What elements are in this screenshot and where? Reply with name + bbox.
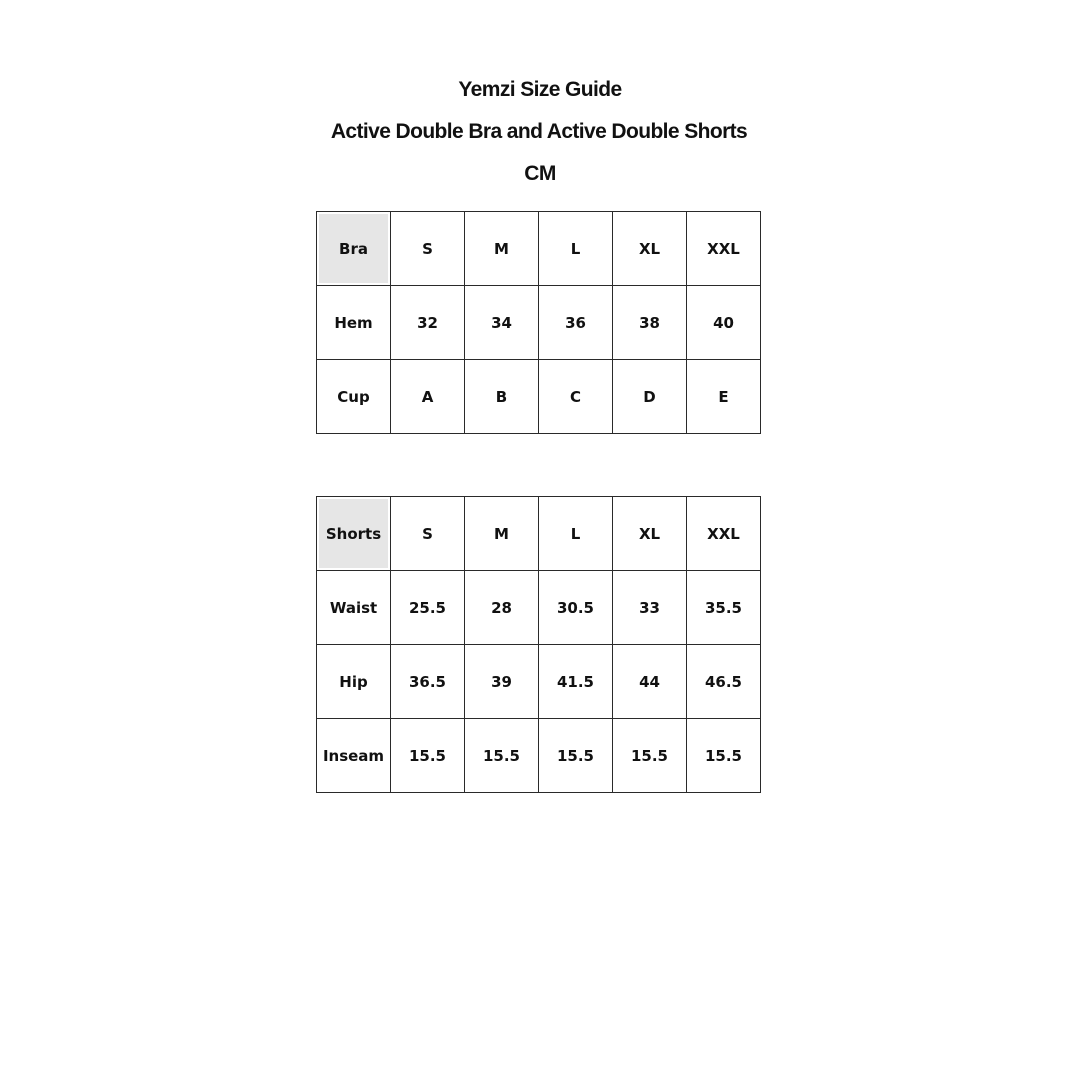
size-header: M	[465, 212, 539, 286]
table-cell: E	[687, 360, 761, 434]
table-cell: 39	[465, 645, 539, 719]
table-cell: 38	[613, 286, 687, 360]
table-cell: 15.5	[613, 719, 687, 793]
page-title: Yemzi Size Guide	[458, 78, 622, 101]
table-cell: 15.5	[687, 719, 761, 793]
row-label: Hip	[317, 645, 391, 719]
size-header: M	[465, 497, 539, 571]
row-label: Inseam	[317, 719, 391, 793]
bra-corner-cell: Bra	[317, 212, 391, 286]
table-cell: 46.5	[687, 645, 761, 719]
table-cell: 36	[539, 286, 613, 360]
table-cell: 35.5	[687, 571, 761, 645]
table-cell: 44	[613, 645, 687, 719]
shorts-size-table	[316, 496, 761, 793]
product-subtitle: Active Double Bra and Active Double Shorts	[330, 120, 748, 143]
table-cell: 30.5	[539, 571, 613, 645]
shorts-corner-cell: Shorts	[317, 497, 391, 571]
row-label: Cup	[317, 360, 391, 434]
table-cell: 40	[687, 286, 761, 360]
table-cell: 28	[465, 571, 539, 645]
size-header: XXL	[687, 497, 761, 571]
table-cell: 25.5	[391, 571, 465, 645]
size-header: L	[539, 497, 613, 571]
table-cell: 15.5	[465, 719, 539, 793]
unit-label: CM	[524, 162, 556, 185]
size-header: XL	[613, 497, 687, 571]
table-cell: 41.5	[539, 645, 613, 719]
row-label: Hem	[317, 286, 391, 360]
table-row	[317, 645, 761, 719]
table-row	[317, 571, 761, 645]
bra-size-table	[316, 211, 761, 434]
table-header-row	[317, 212, 761, 286]
table-row	[317, 360, 761, 434]
table-header-row	[317, 497, 761, 571]
row-label: Waist	[317, 571, 391, 645]
table-cell: 34	[465, 286, 539, 360]
size-header: XL	[613, 212, 687, 286]
table-cell: D	[613, 360, 687, 434]
size-header: L	[539, 212, 613, 286]
size-header: S	[391, 497, 465, 571]
size-header: S	[391, 212, 465, 286]
table-row	[317, 286, 761, 360]
table-cell: 36.5	[391, 645, 465, 719]
table-cell: 33	[613, 571, 687, 645]
size-header: XXL	[687, 212, 761, 286]
table-cell: 15.5	[539, 719, 613, 793]
table-cell: 32	[391, 286, 465, 360]
table-cell: 15.5	[391, 719, 465, 793]
table-cell: A	[391, 360, 465, 434]
table-row	[317, 719, 761, 793]
table-cell: C	[539, 360, 613, 434]
table-cell: B	[465, 360, 539, 434]
